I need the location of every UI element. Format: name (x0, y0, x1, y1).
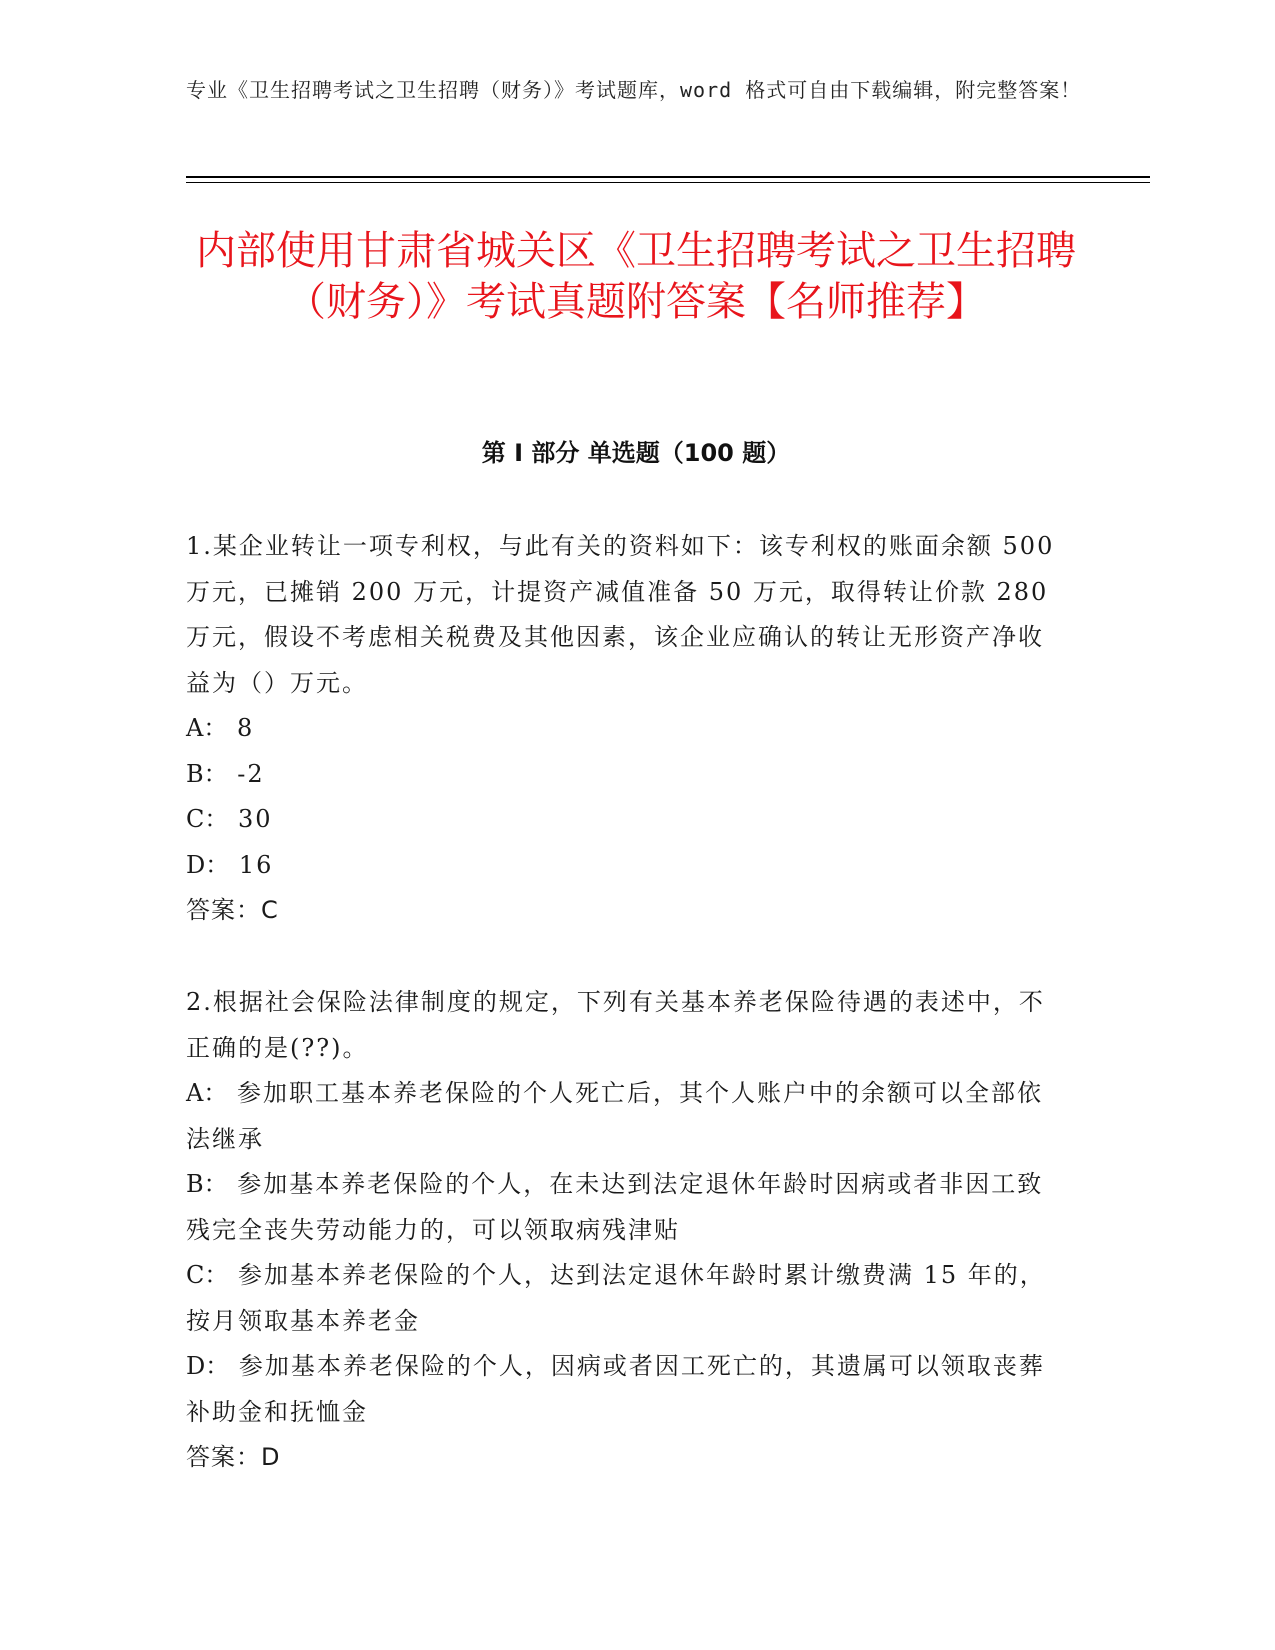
header-divider-thick (186, 176, 1150, 178)
header-divider-thin (186, 182, 1150, 183)
option-c (186, 797, 1066, 843)
question-2 (186, 980, 1066, 1481)
header-note: 专业《卫生招聘考试之卫生招聘（财务）》考试题库，word 格式可自由下载编辑，附完整答案！ (186, 78, 1082, 102)
question-stem: 2.根据社会保险法律制度的规定，下列有关基本养老保险待遇的表述中，不正确的是(??)。 (186, 988, 1045, 1062)
option-letter: C： (186, 1261, 229, 1289)
option-b (186, 752, 1066, 798)
option-text: 16 (238, 850, 274, 879)
option-a (186, 1071, 1066, 1162)
option-d (186, 1344, 1066, 1435)
option-text: 参加职工基本养老保险的个人死亡后，其个人账户中的余额可以全部依法继承 (186, 1079, 1043, 1153)
answer-line: 答案：C (186, 896, 279, 924)
question-1 (186, 524, 1066, 934)
option-letter: D： (186, 850, 230, 879)
option-a (186, 706, 1066, 752)
option-text: 参加基本养老保险的个人，因病或者因工死亡的，其遗属可以领取丧葬补助金和抚恤金 (186, 1352, 1045, 1426)
answer-line: 答案：D (186, 1443, 281, 1471)
option-letter: C： (186, 805, 229, 833)
section-heading: 第 I 部分 单选题（100 题） (481, 439, 791, 467)
option-text: 8 (236, 714, 255, 742)
option-letter: A： (186, 714, 228, 742)
option-letter: A： (186, 1079, 228, 1107)
option-text: -2 (237, 759, 265, 788)
document-title: 内部使用甘肃省城关区《卫生招聘考试之卫生招聘（财务）》考试真题附答案【名师推荐】 (196, 228, 1076, 325)
option-letter: D： (186, 1352, 230, 1380)
option-c (186, 1253, 1066, 1344)
option-text: 30 (238, 805, 273, 833)
option-letter: B： (186, 759, 228, 788)
question-stem: 1.某企业转让一项专利权，与此有关的资料如下：该专利权的账面余额 500 万元，已摊销 200 万元，计提资产减值准备 50 万元，取得转让价款 280 万元，假设不考虑相关税费及其他因素，该企业应确认的转让无形资产净收益为（）万元。 (186, 532, 1055, 697)
option-text: 参加基本养老保险的个人，达到法定退休年龄时累计缴费满 15 年的，按月领取基本养老金 (186, 1261, 1046, 1335)
option-letter: B： (186, 1170, 228, 1198)
option-d (186, 843, 1066, 889)
option-text: 参加基本养老保险的个人，在未达到法定退休年龄时因病或者非因工致残完全丧失劳动能力的，可以领取病残津贴 (186, 1170, 1044, 1244)
option-b (186, 1162, 1066, 1253)
